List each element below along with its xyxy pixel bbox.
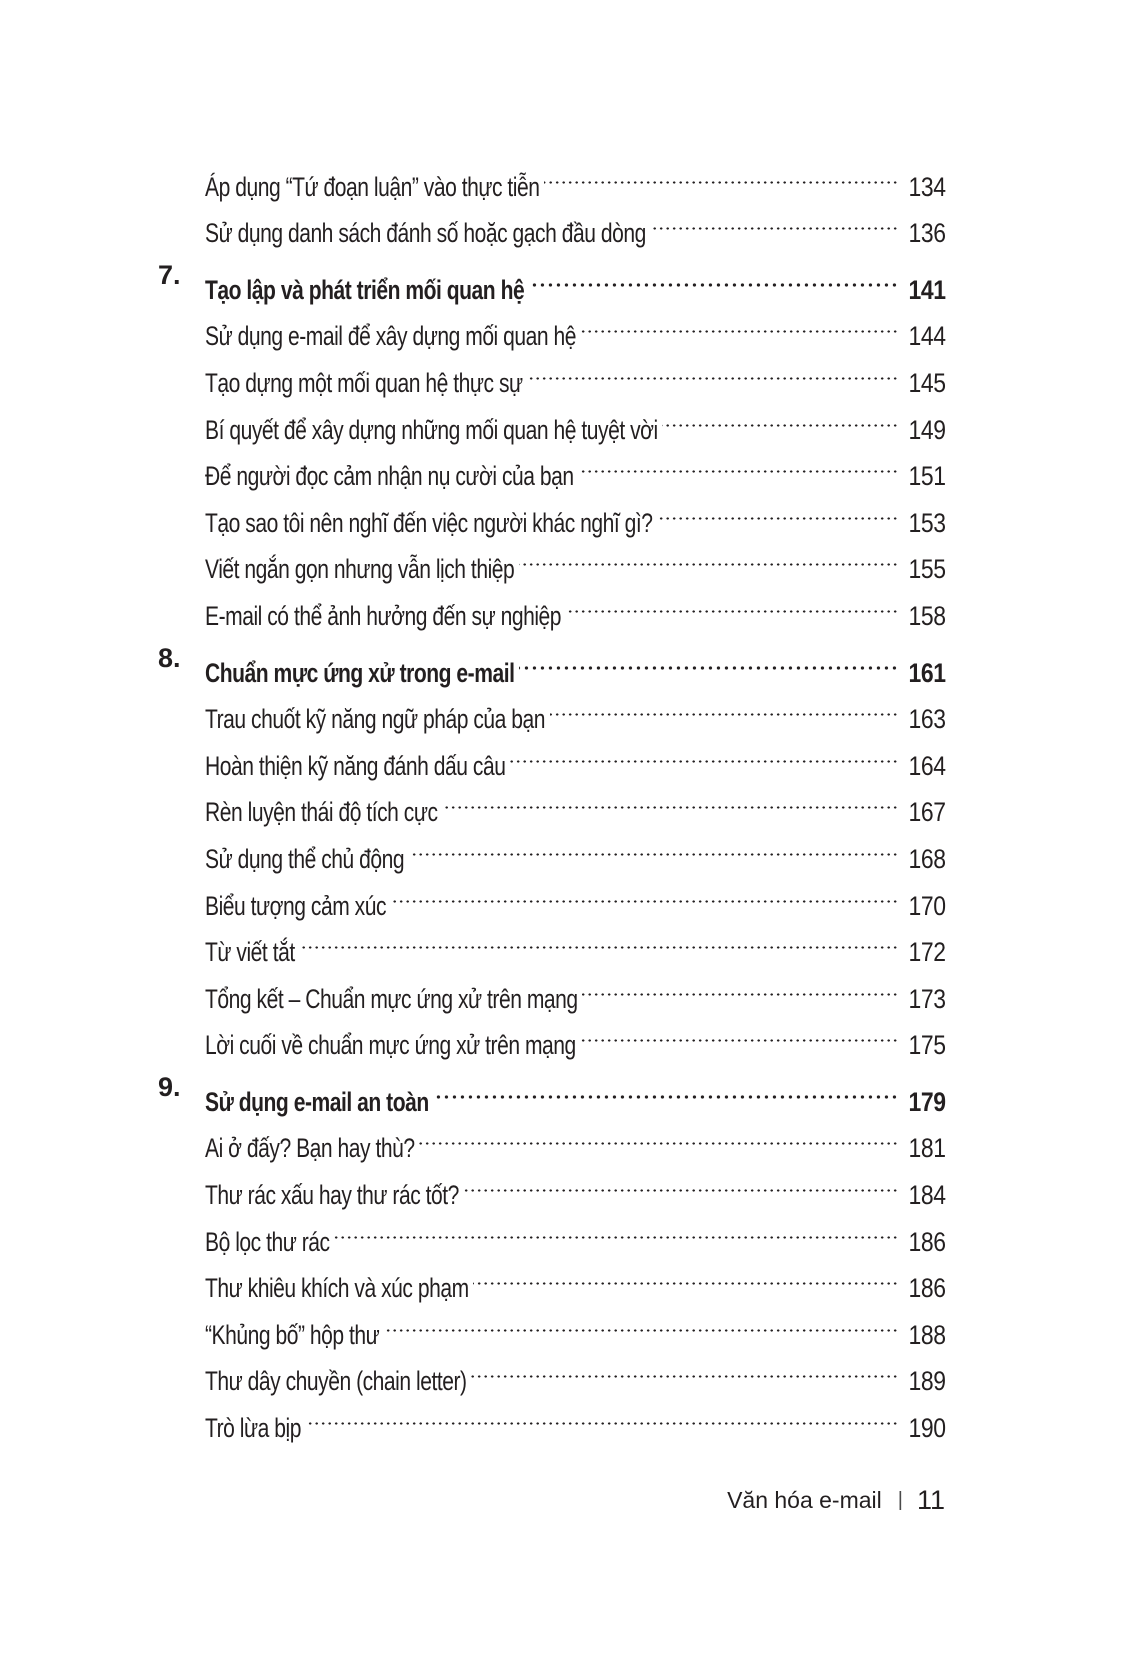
toc-entry-row <box>150 532 946 585</box>
page-number: 173 <box>908 983 946 1014</box>
footer-separator: | <box>897 1488 903 1511</box>
dot-leader <box>442 775 898 822</box>
page-number: 158 <box>908 600 946 631</box>
title-text: Sử dụng danh sách đánh số hoặc gạch đầu dòng <box>205 218 646 249</box>
dot-leader <box>334 1204 898 1251</box>
toc-chapter-row <box>150 635 946 688</box>
page-number: 164 <box>908 750 946 781</box>
entry-title <box>205 1022 580 1069</box>
toc-entry-row <box>150 1157 946 1211</box>
title-text: Tạo sao tôi nên nghĩ đến việc người khác nghĩ gì? <box>205 507 653 538</box>
toc-line <box>205 196 946 257</box>
dot-leader <box>473 1251 898 1298</box>
page-number: 151 <box>908 461 946 492</box>
title-text: Thư khiêu khích và xúc phạm <box>205 1273 469 1304</box>
chapter-number: 7. <box>158 260 181 291</box>
page-number: 134 <box>908 171 946 202</box>
toc-entry-row <box>150 1344 946 1397</box>
title-text: Để người đọc cảm nhận nụ cười của bạn <box>205 461 574 492</box>
title-text: Chuẩn mực ứng xử trong e-mail <box>205 657 515 688</box>
title-text: Biểu tượng cảm xúc <box>205 890 387 921</box>
dot-leader <box>433 1064 898 1111</box>
folio-page-number: 11 <box>916 1484 945 1515</box>
toc-line <box>205 1008 946 1069</box>
toc-chapter-row <box>150 252 946 305</box>
title-text: Áp dụng “Tứ đoạn luận” vào thực tiễn <box>205 171 540 202</box>
dot-leader <box>662 392 898 439</box>
dot-leader <box>657 485 898 532</box>
toc-line <box>205 1390 946 1451</box>
page-number: 188 <box>908 1319 946 1350</box>
page-number: 186 <box>908 1273 946 1304</box>
toc-entry-row <box>150 821 946 874</box>
page-number: 175 <box>908 1030 946 1061</box>
toc-entry-row <box>150 439 946 492</box>
dot-leader <box>578 439 898 486</box>
page-number: 153 <box>908 507 946 538</box>
dot-leader <box>305 1390 898 1437</box>
toc-entry-row <box>150 775 946 828</box>
title-text: E-mail có thể ảnh hưởng đến sự nghiệp <box>205 600 562 631</box>
toc-entry-row <box>150 578 946 631</box>
page-number: 144 <box>908 321 946 352</box>
title-text: Bộ lọc thư rác <box>205 1226 330 1257</box>
title-text: Trò lừa bịp <box>205 1413 301 1444</box>
page-number: 181 <box>908 1133 946 1164</box>
toc-entry-row <box>150 961 946 1014</box>
page-number: 145 <box>908 367 946 398</box>
dot-leader <box>566 578 898 625</box>
dot-leader <box>581 299 898 346</box>
dot-leader <box>419 1111 898 1158</box>
dot-leader <box>529 252 898 299</box>
dot-leader <box>471 1344 898 1391</box>
toc-entry-row <box>150 485 946 538</box>
page-number: 186 <box>908 1226 946 1257</box>
page-number: 155 <box>908 554 946 585</box>
page-number: 161 <box>908 657 946 688</box>
chapter-number: 8. <box>158 642 181 673</box>
title-text: Sử dụng e-mail để xây dựng mối quan hệ <box>205 321 577 352</box>
page-number: 190 <box>908 1413 946 1444</box>
title-text: Hoàn thiện kỹ năng đánh dấu câu <box>205 750 506 781</box>
toc-entry-row <box>150 868 946 921</box>
dot-leader <box>580 1008 898 1055</box>
dot-leader <box>299 915 898 962</box>
title-text: “Khủng bố” hộp thư <box>205 1319 380 1350</box>
dot-leader <box>519 635 898 682</box>
dot-leader <box>582 961 898 1008</box>
table-of-contents <box>150 149 946 1444</box>
page-number: 189 <box>908 1366 946 1397</box>
toc-entry-row <box>150 1204 946 1257</box>
toc-entry-row <box>150 299 946 352</box>
chapter-number: 9. <box>158 1072 181 1103</box>
toc-entry-row <box>150 1390 946 1444</box>
toc-entry-row <box>150 1297 946 1350</box>
page-number: 141 <box>908 274 946 305</box>
page-number: 168 <box>908 843 946 874</box>
page-number: 136 <box>908 218 946 249</box>
dot-leader <box>544 149 898 196</box>
entry-title <box>205 210 650 257</box>
running-footer-title: Văn hóa e-mail <box>727 1486 882 1513</box>
entry-title <box>205 593 566 640</box>
toc-entry-row <box>150 1251 946 1304</box>
title-text: Rèn luyện thái độ tích cực <box>205 797 438 828</box>
title-text: Sử dụng thể chủ động <box>205 843 405 874</box>
dot-leader <box>527 345 898 392</box>
dot-leader <box>409 821 898 868</box>
title-text: Bí quyết để xây dựng những mối quan hệ tuyệt vời <box>205 414 658 445</box>
toc-entry-row <box>150 1111 946 1164</box>
page-number: 184 <box>908 1180 946 1211</box>
page-number: 179 <box>908 1086 946 1117</box>
toc-entry-row <box>150 345 946 398</box>
toc-entry-row <box>150 392 946 445</box>
title-text: Lời cuối về chuẩn mực ứng xử trên mạng <box>205 1030 576 1061</box>
toc-entry-row <box>150 1008 946 1061</box>
title-text: Viết ngắn gọn nhưng vẫn lịch thiệp <box>205 554 515 585</box>
title-text: Tổng kết – Chuẩn mực ứng xử trên mạng <box>205 983 578 1014</box>
dot-leader <box>550 682 898 729</box>
toc-entry-row <box>150 196 946 249</box>
title-text: Trau chuốt kỹ năng ngữ pháp của bạn <box>205 704 546 735</box>
page-number: 149 <box>908 414 946 445</box>
entry-title <box>205 1405 305 1452</box>
page-number: 163 <box>908 704 946 735</box>
title-text: Thư rác xấu hay thư rác tốt? <box>205 1180 459 1211</box>
dot-leader <box>510 728 898 775</box>
toc-line <box>205 578 946 639</box>
toc-chapter-row <box>150 1064 946 1117</box>
dot-leader <box>384 1297 898 1344</box>
page-number: 172 <box>908 937 946 968</box>
page-footer <box>700 1482 945 1518</box>
dot-leader <box>519 532 898 579</box>
toc-entry-row <box>150 728 946 781</box>
toc-entry-row <box>150 149 946 202</box>
title-text: Thư dây chuyền (chain letter) <box>205 1366 467 1397</box>
dot-leader <box>463 1157 898 1204</box>
dot-leader <box>391 868 898 915</box>
page-number: 170 <box>908 890 946 921</box>
toc-entry-row <box>150 682 946 735</box>
dot-leader <box>650 196 898 243</box>
page-number: 167 <box>908 797 946 828</box>
title-text: Ai ở đấy? Bạn hay thù? <box>205 1133 415 1164</box>
toc-entry-row <box>150 915 946 968</box>
title-text: Từ viết tắt <box>205 937 295 968</box>
title-text: Tạo lập và phát triển mối quan hệ <box>205 274 525 305</box>
title-text: Tạo dựng một mối quan hệ thực sự <box>205 367 523 398</box>
title-text: Sử dụng e-mail an toàn <box>205 1086 429 1117</box>
